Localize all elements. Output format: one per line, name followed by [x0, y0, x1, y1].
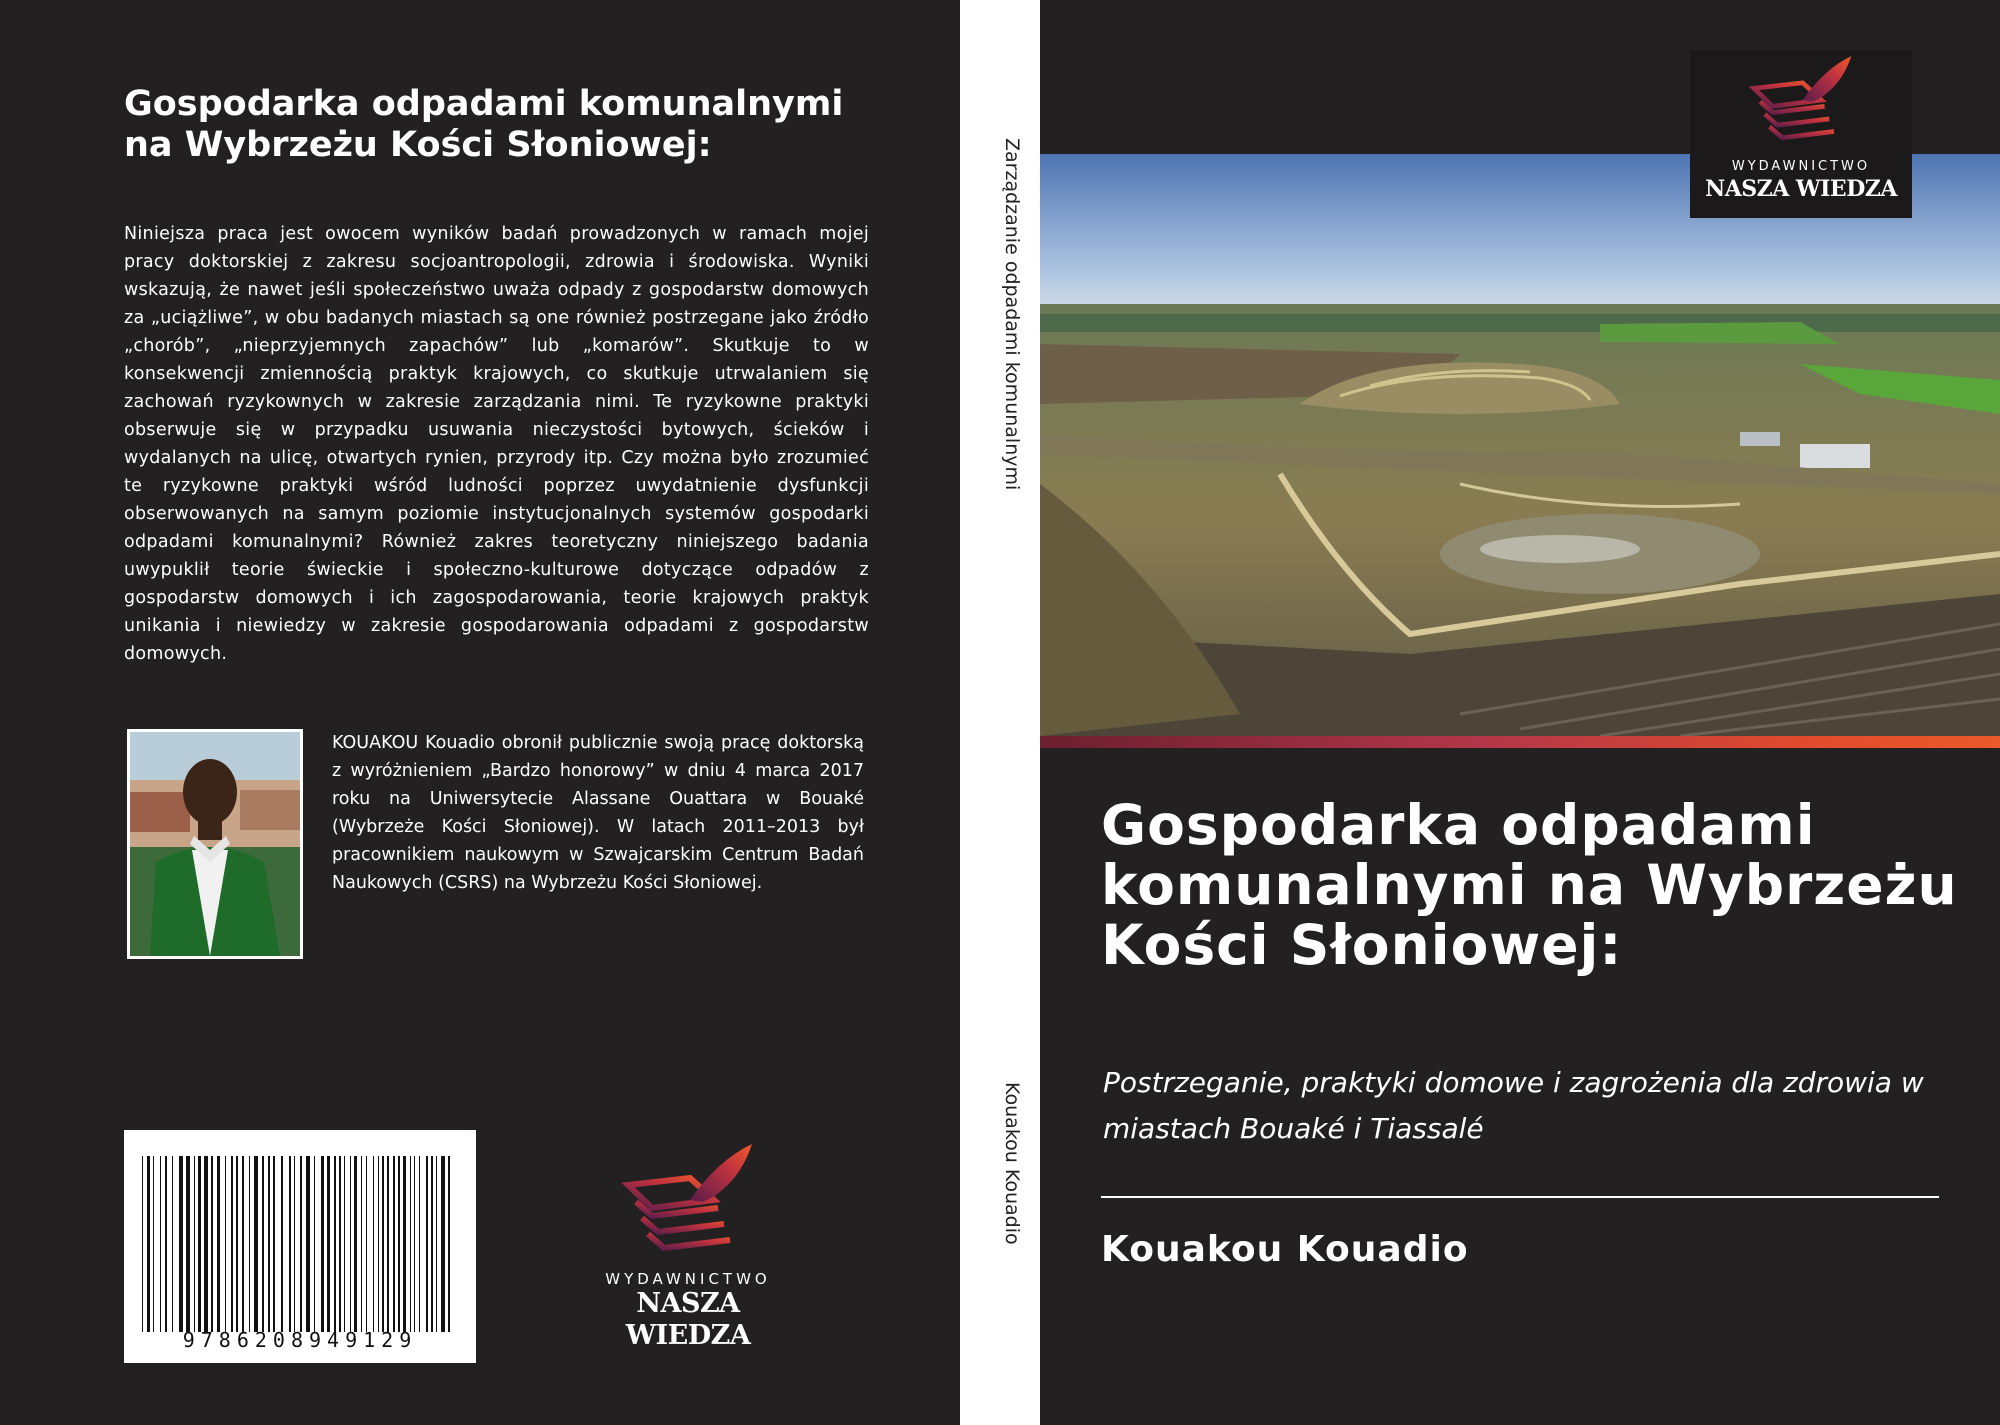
barcode-bar: [217, 1156, 220, 1332]
front-cover-subtitle: Postrzeganie, praktyki domowe i zagrożenia dla zdrowia w miastach Bouaké i Tiassalé: [1103, 1066, 1924, 1145]
barcode-bar: [314, 1156, 315, 1332]
barcode-bar: [254, 1156, 258, 1332]
publisher-name-line2: NASZA WIEDZA: [1705, 176, 1897, 202]
barcode-bar: [262, 1156, 264, 1332]
barcode-bar: [382, 1156, 384, 1332]
barcode-bar: [436, 1156, 437, 1332]
barcode-bar: [231, 1156, 233, 1332]
publisher-logo-back: [572, 1140, 804, 1352]
barcode-bar: [361, 1156, 362, 1332]
isbn-barcode: [124, 1130, 476, 1363]
barcode-bar: [242, 1156, 244, 1332]
barcode-bar: [448, 1156, 450, 1332]
barcode-bar: [153, 1156, 154, 1332]
barcode-bar: [289, 1156, 291, 1332]
author-portrait-image: [130, 732, 300, 956]
publisher-name-line2: NASZA WIEDZA: [625, 1288, 751, 1351]
author-bio: KOUAKOU Kouadio obronił publicznie swoją pracę doktorską z wyróżnieniem „Bardzo honorowy” w dniu 4 marca 2017 roku na Uniwersytecie Alassane Ouattara w Bouaké (Wybrzeże Kości Słoniowej). W latach 2011–2013 był pracownikiem naukowym w Szwajcarskim Centrum Badań Naukowych (CSRS) na Wybrzeżu Kości Słoniowej.: [332, 733, 864, 893]
publisher-book-quill-icon: [618, 1140, 758, 1270]
barcode-bar: [366, 1156, 367, 1332]
front-cover-title: Gospodarka odpadami komunalnymi na Wybrzeżu Kości Słoniowej:: [1101, 793, 1958, 977]
barcode-bar: [204, 1156, 208, 1332]
barcode-bar: [327, 1156, 330, 1332]
barcode-bars: [142, 1156, 458, 1332]
spine-title: Zarządzanie odpadami komunalnymi: [1001, 138, 1023, 491]
barcode-bar: [294, 1156, 295, 1332]
front-cover-divider: [1101, 1196, 1939, 1198]
barcode-bar: [403, 1156, 406, 1332]
barcode-bar: [414, 1156, 415, 1332]
barcode-bar: [398, 1156, 400, 1332]
barcode-bar: [281, 1156, 283, 1332]
barcode-bar: [179, 1156, 183, 1332]
publisher-name-line1: WYDAWNICTWO: [1731, 159, 1871, 174]
barcode-bar: [441, 1156, 445, 1332]
barcode-bar: [186, 1156, 190, 1332]
barcode-bar: [268, 1156, 270, 1332]
barcode-bar: [419, 1156, 420, 1332]
barcode-bar: [211, 1156, 213, 1332]
barcode-bar: [426, 1156, 428, 1332]
aerial-landfill-image: [1040, 154, 2000, 736]
barcode-bar: [194, 1156, 195, 1332]
barcode-bar: [339, 1156, 341, 1332]
publisher-logo-front: [1690, 50, 1912, 218]
publisher-name-line1: WYDAWNICTWO: [605, 1270, 771, 1288]
barcode-bar: [387, 1156, 389, 1332]
barcode-bar: [431, 1156, 433, 1332]
barcode-bar: [142, 1156, 143, 1332]
barcode-bar: [249, 1156, 250, 1332]
barcode-bar: [373, 1156, 374, 1332]
barcode-bar: [378, 1156, 379, 1332]
barcode-bar: [393, 1156, 395, 1332]
barcode-bar: [172, 1156, 173, 1332]
barcode-bar: [273, 1156, 275, 1332]
barcode-bar: [306, 1156, 310, 1332]
author-photo: [127, 729, 303, 959]
cover-accent-band: [1040, 736, 2000, 748]
barcode-bar: [410, 1156, 411, 1332]
publisher-book-quill-icon: [1746, 50, 1856, 158]
barcode-bar: [160, 1156, 161, 1332]
barcode-bar: [198, 1156, 201, 1332]
cover-landfill-photo: [1040, 154, 2000, 736]
barcode-bar: [344, 1156, 345, 1332]
barcode-bar: [350, 1156, 351, 1332]
back-cover-title: Gospodarka odpadami komunalnymi na Wybrzeżu Kości Słoniowej:: [124, 84, 844, 165]
barcode-bar: [354, 1156, 357, 1332]
back-cover-blurb: Niniejsza praca jest owocem wyników badań prowadzonych w ramach mojej pracy doktorskiej z zakresu socjoantropologii, zdrowia i środowiska. Wyniki wskazują, że nawet jeśli społeczeństwo uważa odpady z gospodarstw domowych za „uciążliwe”, w obu badanych miastach są one również postrzegane jako źródło „chorób”, „nieprzyjemnych zapachów” lub „komarów”. Skutkuje to w konsekwencji zmiennością praktyk krajowych, co skutkuje utrwalaniem się zachowań ryzykownych w zakresie zarządzania nimi. Te ryzykowne praktyki obserwuje się w przypadku usuwania nieczystości bytowych, ścieków i wydalanych na ulicę, otwartych rynien, przyrody itp. Czy można było zrozumieć te ryzykowne praktyki wśród ludności poprzez uwydatnienie dysfunkcji obserwowanych na samym poziomie instytucjonalnych systemów gospodarki odpadami komunalnymi? Również zakres teoretyczny niniejszego badania uwypuklił teorie świeckie i społeczno-kulturowe dotyczące odpadów z gospodarstw domowych i ich zagospodarowania, teorie krajowych praktyk unikania i niewiedzy w zakresie gospodarowania odpadami z gospodarstw domowych.: [124, 224, 869, 664]
barcode-bar: [225, 1156, 226, 1332]
barcode-bar: [300, 1156, 302, 1332]
barcode-bar: [321, 1156, 324, 1332]
barcode-bar: [147, 1156, 150, 1332]
barcode-bar: [165, 1156, 167, 1332]
barcode-bar: [236, 1156, 238, 1332]
front-cover-author: Kouakou Kouadio: [1101, 1229, 1469, 1270]
isbn-number: 9786208949129: [182, 1328, 418, 1352]
barcode-bar: [334, 1156, 336, 1332]
spine-author: Kouakou Kouadio: [1001, 1082, 1023, 1245]
